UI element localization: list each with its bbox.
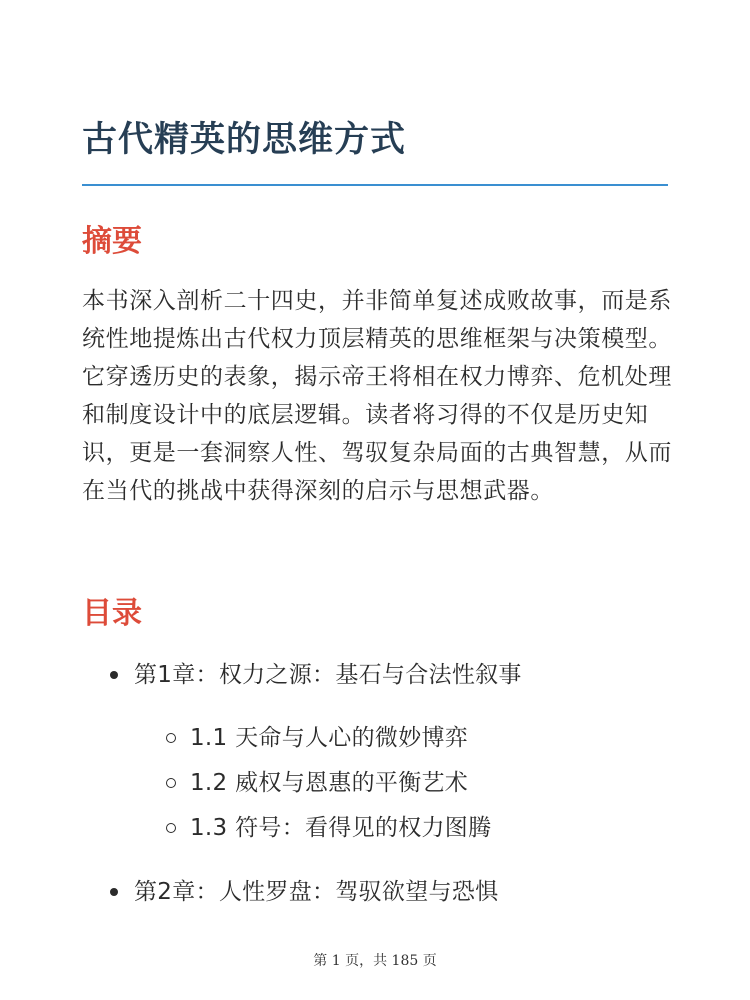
toc-section-1-3[interactable]	[82, 806, 682, 851]
bullet-circle-icon	[166, 733, 176, 743]
toc-section-1-1[interactable]	[82, 716, 682, 761]
bullet-circle-icon	[166, 778, 176, 788]
toc-heading: 目录	[82, 596, 142, 631]
toc-chapter-1[interactable]	[82, 656, 682, 851]
title-divider	[82, 184, 668, 186]
bullet-dot-icon	[110, 888, 118, 896]
toc-chapter-label: 第1章：权力之源：基石与合法性叙事	[134, 662, 522, 688]
document-title: 古代精英的思维方式	[82, 120, 407, 160]
toc-section-label: 1.3 符号：看得见的权力图腾	[190, 815, 492, 841]
abstract-body: 本书深入剖析二十四史，并非简单复述成败故事，而是系统性地提炼出古代权力顶层精英的思维框架与决策模型。它穿透历史的表象，揭示帝王将相在权力博弈、危机处理和制度设计中的底层逻辑。读者将习得的不仅是历史知识，更是一套洞察人性、驾驭复杂局面的古典智慧，从而在当代的挑战中获得深刻的启示与思想武器。	[82, 288, 672, 504]
toc-section-list	[134, 716, 682, 851]
page-footer: 第 1 页，共 185 页	[313, 953, 437, 969]
toc-chapter-2[interactable]	[82, 873, 682, 911]
toc-section-label: 1.1 天命与人心的微妙博弈	[190, 725, 469, 751]
bullet-circle-icon	[166, 823, 176, 833]
table-of-contents	[82, 656, 682, 911]
toc-section-1-2[interactable]	[82, 761, 682, 806]
toc-section-label: 1.2 威权与恩惠的平衡艺术	[190, 770, 469, 796]
abstract-heading: 摘要	[82, 224, 142, 259]
bullet-dot-icon	[110, 671, 118, 679]
toc-chapter-label: 第2章：人性罗盘：驾驭欲望与恐惧	[134, 879, 499, 905]
